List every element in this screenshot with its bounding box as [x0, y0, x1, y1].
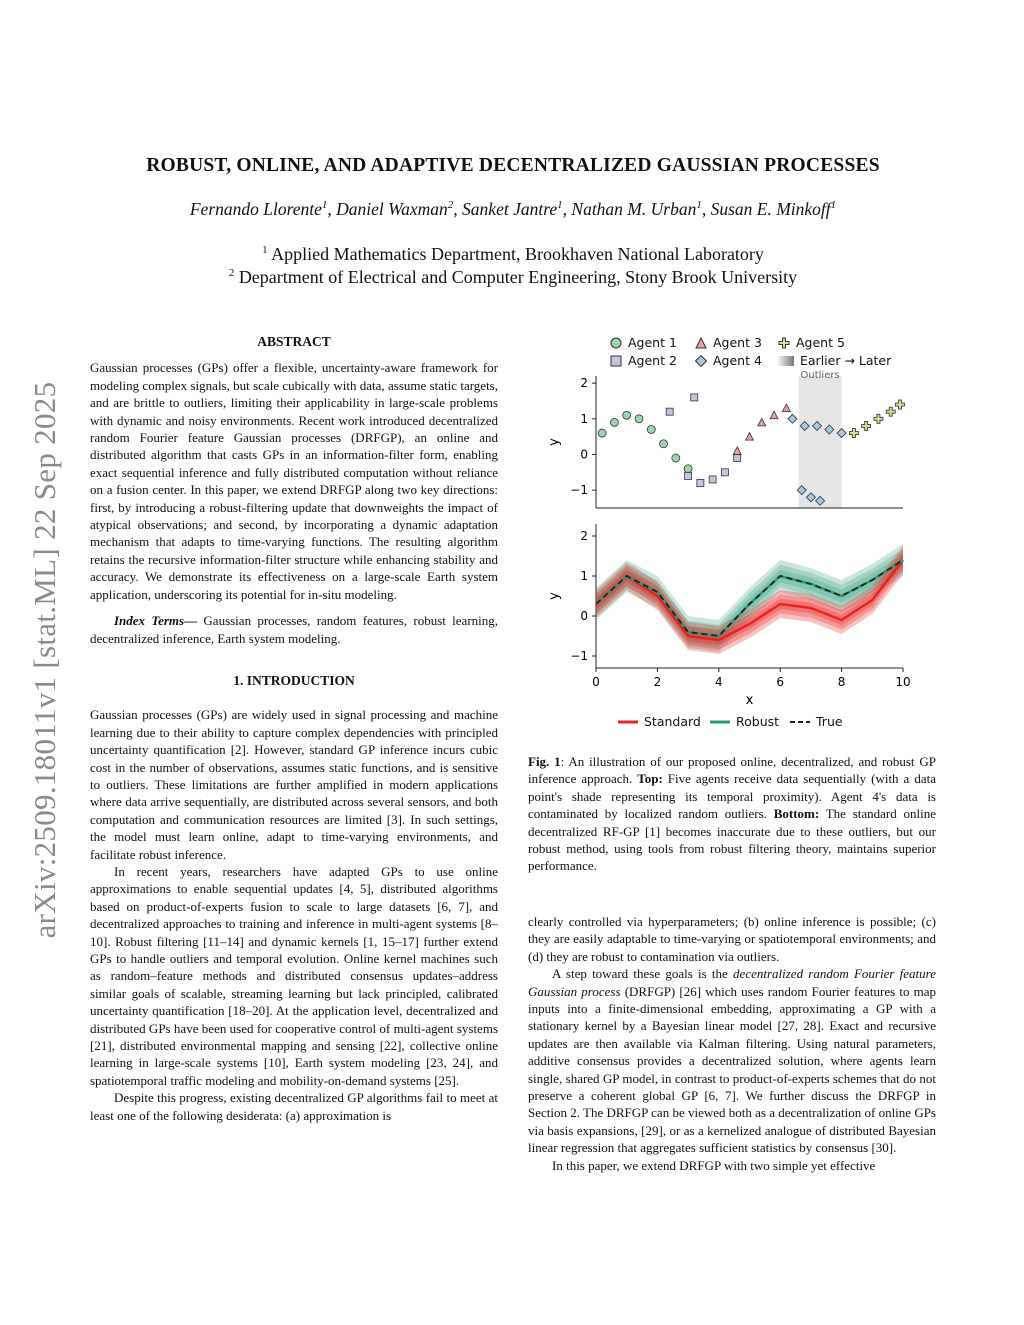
- author-1: Fernando Llorente: [189, 199, 322, 219]
- figure-1: [530, 330, 936, 740]
- agent-5-point: [886, 407, 895, 416]
- bottom-ylabel: y: [547, 592, 562, 600]
- outlier-region: [799, 376, 842, 508]
- agent-2-point: [721, 469, 728, 476]
- figure-plots: [530, 330, 936, 740]
- bottom-line-plot: [547, 524, 911, 708]
- agent-3-point: [733, 447, 741, 455]
- agent-3-point: [746, 433, 754, 441]
- agent-3-point: [782, 404, 790, 412]
- agent-1-point: [647, 426, 655, 434]
- bottom-xtick-label: 8: [837, 675, 846, 689]
- top-ytick-label: 0: [580, 447, 588, 462]
- agent-1-point: [623, 411, 631, 419]
- bottom-ytick-label: 1: [580, 569, 588, 583]
- left-column: [90, 333, 498, 1124]
- intro-paragraph-2: In recent years, researchers have adapted GPs to use online approximations to enable sequential updates [4, 5], distributed algorithms based on product-of-experts fusion to scale to large datasets [6, 7], and decentralized approaches to training and inference in multi-agent systems [8–10]. Robust filtering [11–14] and dynamic kernels [1, 15–17] further extend GPs to handle outliers and temporal evolution. Online kernel machines such as random–feature methods and distributed consensus updates–address similar goals of scalable, streaming learning but lack principled, calibrated uncertainty quantification [18–20]. At the application level, decentralized and distributed GPs have been used for cooperative control of multi-agent systems [21], distributed environmental mapping and sensing [22], collective online learning in large-scale systems [10], Earth system modeling [23, 24], and spatiotemporal traffic modeling and mobility-on-demand systems [25].: [90, 863, 498, 1088]
- agent-1-point: [635, 415, 643, 423]
- agent-5-point: [862, 421, 871, 430]
- affiliation-1: $^1$ Applied Mathematics Department, Brookhaven National Laboratory: [262, 244, 764, 264]
- top-ytick-label: 1: [580, 411, 588, 426]
- intro-paragraph-3: Despite this progress, existing decentralized GP algorithms fail to meet at least one of the following desiderata: (a) approximation is: [90, 1090, 498, 1123]
- agent-1-point: [672, 454, 680, 462]
- agent-1-point: [660, 440, 668, 448]
- arxiv-watermark: arXiv:2509.18011v1 [stat.ML] 22 Sep 2025: [27, 381, 62, 939]
- author-3: Sanket Jantre: [462, 199, 558, 219]
- agent-2-point: [734, 455, 741, 462]
- agent-2-point: [666, 408, 673, 415]
- agent-4-point: [788, 414, 797, 423]
- abstract-text: Gaussian processes (GPs) offer a flexible, uncertainty-aware framework for modeling complex signals, but scale cubically with data, assume static targets, and are brittle to outliers, limiting their applicability in large-scale problems with dynamic and noisy environments. Recent work introduced decentralized random Fourier feature Gaussian processes (DRFGP), an online and distributed algorithm that casts GPs in an information-filter form, enabling exact sequential inference and fully distributed computation without reliance on a fusion center. In this paper, we extend DRFGP along two key directions: first, by introducing a robust-filtering update that downweights the impact of atypical observations; and second, by incorporating a dynamic adaptation mechanism that adapts to time-varying functions. The resulting algorithm retains the recursive information-filter structure while enhancing stability and accuracy. We demonstrate its effectiveness on a large-scale Earth system application, underscoring its potential for in-situ modeling.: [90, 360, 498, 602]
- agent-2-point: [697, 480, 704, 487]
- agent-2-point: [691, 394, 698, 401]
- outliers-label: Outliers: [800, 370, 840, 381]
- legend-true: True: [816, 714, 843, 729]
- author-2: Daniel Waxman: [336, 199, 448, 219]
- legend-agent-2: Agent 2: [610, 353, 677, 368]
- legend-agent-3: Agent 3: [695, 335, 762, 350]
- legend-standard: Standard: [644, 714, 701, 729]
- right-column: [528, 913, 936, 1174]
- bottom-xtick-label: 0: [592, 675, 600, 689]
- bottom-xtick-label: 4: [714, 675, 723, 689]
- legend-earlier-later: Earlier → Later: [778, 353, 891, 368]
- top-ylabel: y: [547, 438, 562, 446]
- author-5: Susan E. Minkoff: [710, 199, 831, 219]
- bottom-ytick-label: −1: [570, 649, 588, 663]
- index-terms: Index Terms— Gaussian processes, random features, robust learning, decentralized inference, Earth system modeling.: [90, 613, 499, 646]
- top-ytick-label: 2: [580, 376, 588, 391]
- legend-agent-5: Agent 5: [778, 335, 845, 350]
- agent-5-point: [874, 414, 883, 423]
- intro-right-paragraph-1: clearly controlled via hyperparameters; (b) online inference is possible; (c) they are easily adaptable to time-varying or spatiotemporal environments; and (d) they are robust to contamination via outliers.: [528, 914, 936, 964]
- intro-heading: 1. INTRODUCTION: [233, 672, 355, 688]
- author-list: Fernando Llorente$^1$, Daniel Waxman$^2$, Sanket Jantre$^1$, Nathan M. Urban$^1$, Susan E. Minkoff$^1$: [189, 199, 837, 219]
- agent-1-point: [598, 429, 606, 437]
- bottom-xtick-label: 2: [653, 675, 662, 689]
- intro-right-paragraph-3: In this paper, we extend DRFGP with two simple yet effective: [552, 1157, 876, 1173]
- legend-agent-4: Agent 4: [695, 353, 762, 368]
- legend-robust: Robust: [736, 714, 780, 729]
- paper-title: ROBUST, ONLINE, AND ADAPTIVE DECENTRALIZED GAUSSIAN PROCESSES: [146, 155, 880, 176]
- agent-5-point: [849, 429, 858, 438]
- agent-3-point: [770, 411, 778, 419]
- bottom-ytick-label: 0: [580, 609, 588, 623]
- bottom-xtick-label: 10: [895, 675, 911, 689]
- agent-2-point: [709, 476, 716, 483]
- intro-paragraph-1: Gaussian processes (GPs) are widely used in signal processing and machine learning due to their ability to capture complex dependencies with principled uncertainty quantification [2]. However, standard GP inference incurs cubic cost in the number of observations, assumes static functions, and is sensitive to outliers. These limitations are further amplified in modern applications where data arrive sequentially, are distributed across several sensors, and both computation and communication resources are limited [3]. In such settings, the model must learn online, adapt to time-varying environments, and facilitate robust inference.: [90, 707, 498, 862]
- affiliation-2: $^2$ Department of Electrical and Computer Engineering, Stony Brook University: [228, 267, 798, 287]
- intro-right-paragraph-2: A step toward these goals is the decentralized random Fourier feature Gaussian process (DRFGP) [26] which uses random Fourier features to map inputs into a finite-dimensional embedding, approximating a GP with a stationary kernel by a Bayesian linear model [27, 28]. Exact and recursive updates are then available via Kalman filtering. Using natural parameters, additive consensus provides a decentralized solution, where agents learn single, shared GP model, in contrast to product-of-experts schemes that do not preserve a coherent global GP [6, 7]. We further discuss the DRFGP in Section 2. The DRFGP can be viewed both as a decentralization of online GPs via basis expansions, [29], or as a kernelized analogue of distributed Bayesian linear regression that aggregates sufficient statistics by consensus [30].: [528, 966, 937, 1156]
- bottom-xtick-label: 6: [776, 675, 785, 689]
- top-scatter-plot: [547, 370, 904, 508]
- legend-agent-1: Agent 1: [610, 335, 677, 350]
- agent-1-point: [610, 418, 618, 426]
- agent-3-point: [758, 418, 766, 426]
- author-4: Nathan M. Urban: [571, 199, 697, 219]
- agent-1-point: [684, 465, 692, 473]
- abstract-heading: ABSTRACT: [257, 334, 331, 349]
- bottom-xlabel: x: [745, 693, 754, 708]
- top-ytick-label: −1: [570, 483, 588, 498]
- agent-2-point: [685, 472, 692, 479]
- bottom-ytick-label: 2: [580, 529, 588, 543]
- agent-5-point: [895, 400, 904, 409]
- figure-caption: Fig. 1: An illustration of our proposed online, decentralized, and robust GP inference approach. Top: Five agents receive data sequentially (with a data point's shade representing its temporal proximity). Agent 4's data is contaminated by localized random outliers. Bottom: The standard online decentralized RF-GP [1] becomes inaccurate due to these outliers, but our robust method, using tools from robust filtering theory, maintains superior performance.: [528, 754, 936, 874]
